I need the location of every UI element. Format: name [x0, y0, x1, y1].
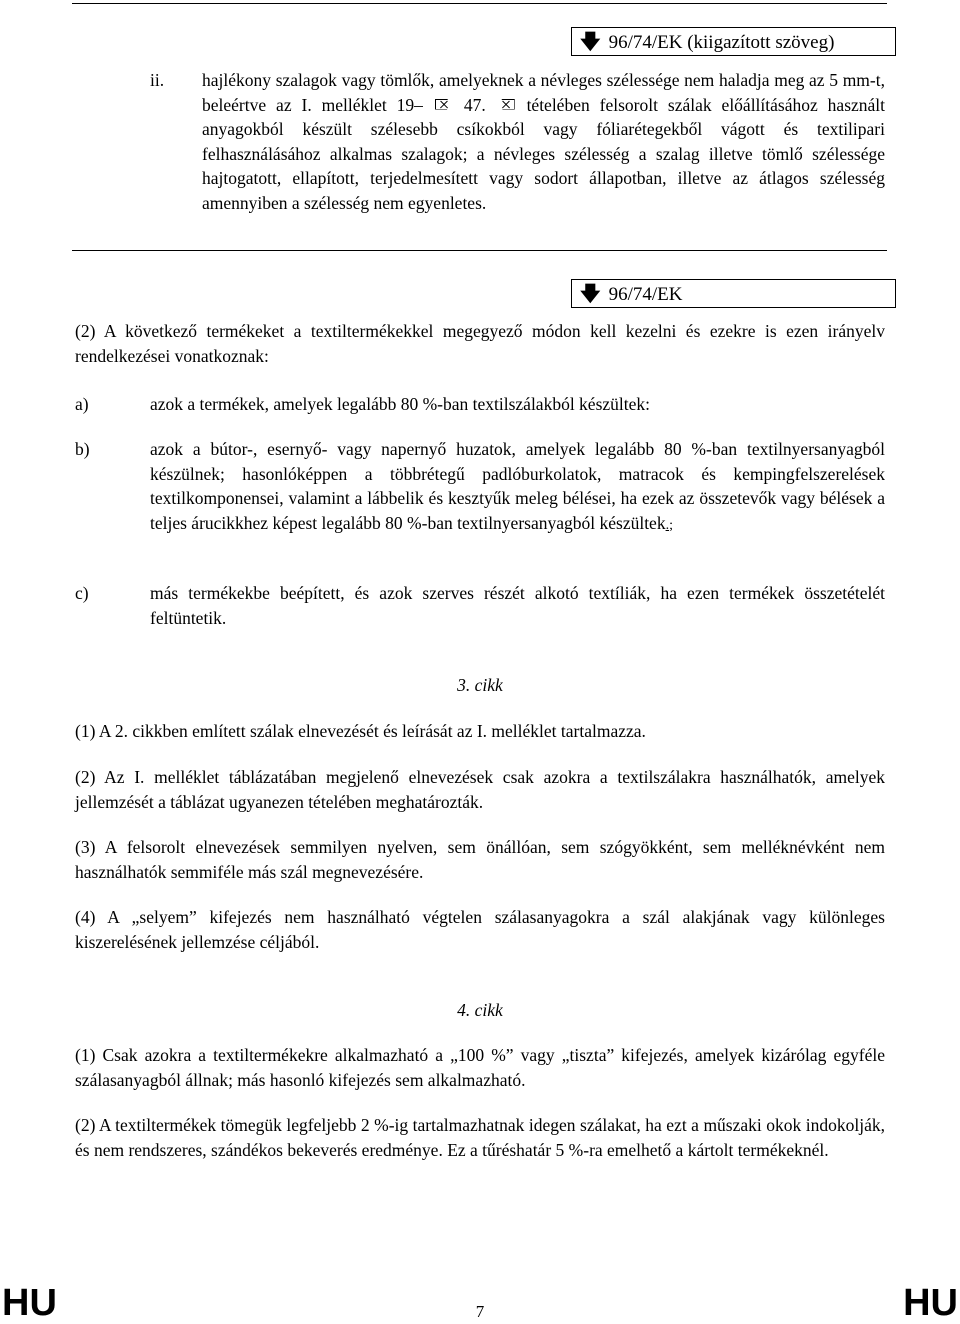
article-3-paragraph-1: (1) A 2. cikkben említett szálak elnevezését és leírását az I. melléklet tartalmazza. — [75, 721, 646, 741]
amendment-reference-box — [571, 27, 896, 56]
item-ii-text-before-ref: hajlékony szalagok vagy tömlők, amelyeknek a névleges szélessége nem haladja meg az 5 mm-t, beleértve az I. melléklet 19– — [202, 70, 885, 115]
article-4-paragraph-1: (1) Csak azokra a textiltermékekre alkalmazható a „100 %” vagy „tiszta” kifejezés, amelyek kizárólag egyféle szálasanyagból állnak; más hasonló kifejezés sem alkalmazható. — [75, 1045, 885, 1090]
down-arrow-icon: 🡇 — [580, 281, 601, 305]
deletion-end-mark-icon — [498, 99, 515, 110]
source-reference-text: 96/74/EK — [608, 284, 683, 305]
list-item-a: azok a termékek, amelyek legalább 80 %-ban textilszálakból készültek: — [150, 394, 651, 414]
deletion-start-mark-icon — [435, 99, 452, 110]
item-ii-text-after-ref: tételében felsorolt szálak előállításához használt anyagokból készült szélesebb csíkokból vagy fóliarétegekből vágott és textilipari felhasználásához alkalmas szalagok; a névleges szélesség a szalag illetve tömlő szélessége hajtogatott, ellapított, terjedelmesített vagy sodort állapotban, illetve az átlagos szélesség amennyiben a szélesség nem egyenletes. — [202, 94, 886, 213]
amendment-reference-text: 96/74/EK (kiigazított szöveg) — [608, 32, 835, 53]
page-number: 7 — [475, 1302, 485, 1321]
item-ii-text — [202, 68, 885, 215]
down-arrow-icon: 🡇 — [580, 29, 601, 53]
article-4-paragraph-2: (2) A textiltermékek tömegük legfeljebb 2 %-ig tartalmazhatnak idegen szálakat, ha ezt a műszaki okok indokolják, és nem rendszeres, szándékos bekeverés eredménye. Ez a tűréshatár 5 %-ra emelhető a kártolt termékeknél. — [75, 1115, 885, 1160]
footer-language-left: HU — [2, 1282, 57, 1324]
item-ii-ref-end: 47. — [463, 94, 486, 115]
item-ii-label: ii. — [150, 70, 165, 90]
list-item-b-text: azok a bútor-, esernyő- vagy napernyő huzatok, amelyek legalább 80 %-ban textilnyersanyagból készülnek; hasonlóképpen a többrétegű padlóburkolatok, matracok és kempingfelszerelések textilkomponensei, valamint a lábbelik és kesztyűk meleg bélései, ha ezek az összetevők vagy bélések a teljes árucikkhez képest legalább 80 %-ban textilnyersanyagból készültek — [150, 439, 885, 533]
paragraph-2: (2) A következő termékeket a textiltermékekkel megegyező módon kell kezelni és ezekre is ezen irányelv rendelkezései vonatkoznak: — [75, 321, 885, 366]
article-3-paragraph-4: (4) A „selyem” kifejezés nem használható végtelen szálasanyagokra a szál alakjának vagy különleges kiszerelésének jellemzése céljából. — [75, 907, 885, 952]
top-rule — [72, 3, 887, 4]
list-label-c: c) — [75, 583, 89, 603]
article-4-heading: 4. cikk — [457, 1000, 503, 1020]
list-label-a: a) — [75, 394, 89, 414]
footer-language-right: HU — [903, 1282, 958, 1324]
list-item-c: más termékekbe beépített, és azok szerves részét alkotó textíliák, ha ezen termékek összetételét feltüntetik. — [150, 583, 885, 628]
article-3-paragraph-2: (2) Az I. melléklet táblázatában megjelenő elnevezések csak azokra a textilszálakra használhatók, amelyek jellemzését a táblázat ugyanezen tételében meghatározták. — [75, 767, 885, 812]
list-item-b — [150, 437, 885, 538]
article-3-paragraph-3: (3) A felsorolt elnevezések semmilyen nyelven, sem önállóan, sem szógyökként, sem melléknévként nem használhatók semmiféle más szál megnevezésére. — [75, 837, 885, 882]
list-label-b: b) — [75, 439, 90, 459]
section-rule — [72, 250, 887, 251]
source-reference-box — [571, 279, 896, 308]
article-3-heading: 3. cikk — [457, 675, 503, 695]
list-item-b-tail: .; — [665, 517, 673, 533]
